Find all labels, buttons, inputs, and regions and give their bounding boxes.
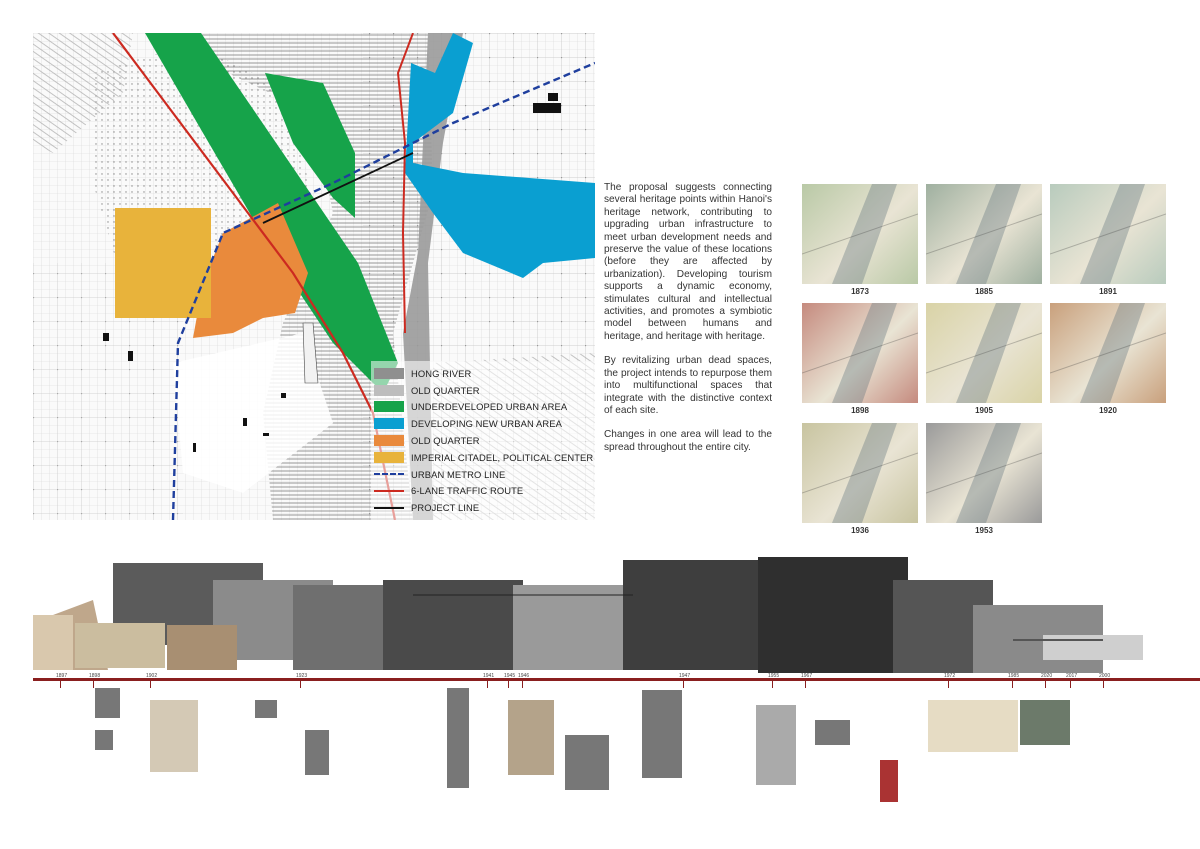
timeline-year: 2017 — [1066, 673, 1078, 679]
timeline-tick — [150, 681, 151, 688]
timeline-tick — [805, 681, 806, 688]
historic-map-1936 — [802, 423, 918, 523]
historic-map-year: 1898 — [851, 406, 869, 415]
legend-item — [374, 449, 595, 466]
proposal-paragraph-1: The proposal suggests connecting several heritage points within Hanoi's heritage network, contributing to upgrading urban infrastructure to meet urban development needs and preserve the value of these locations (before they are affected by urbanization). Developing tourism supports a dynamic economy, stimulates cultural and intellectual activities, and promotes a symbiotic model between humans and heritage, and heritage with heritage. — [604, 182, 772, 342]
timeline-year: 1945 — [504, 673, 516, 679]
timeline-tick — [1070, 681, 1071, 688]
timeline-photo — [1020, 700, 1070, 745]
legend-label: OLD QUARTER — [411, 384, 480, 396]
historic-map-1873 — [802, 184, 918, 284]
timeline-photo — [928, 700, 1018, 752]
timeline-photo — [95, 730, 113, 750]
timeline-year: 1955 — [768, 673, 780, 679]
timeline-photo — [95, 688, 120, 718]
legend-item — [374, 432, 595, 449]
timeline-photo — [642, 690, 682, 778]
historic-map-year: 1953 — [975, 526, 993, 535]
timeline-year: 1902 — [146, 673, 158, 679]
bridge-photo-collage — [33, 555, 1200, 673]
legend-item — [374, 365, 595, 382]
timeline-year: 1985 — [1008, 673, 1020, 679]
timeline-tick — [1045, 681, 1046, 688]
timeline-tick — [508, 681, 509, 688]
timeline-tick — [948, 681, 949, 688]
legend-label: OLD QUARTER — [411, 435, 480, 447]
legend-item — [374, 415, 595, 432]
timeline-year: 1967 — [801, 673, 813, 679]
legend-item — [374, 382, 595, 399]
timeline-year: 2020 — [1041, 673, 1053, 679]
legend-line-swatch — [374, 507, 404, 509]
timeline-photo — [880, 760, 898, 802]
timeline-tick — [300, 681, 301, 688]
timeline-photo — [305, 730, 329, 775]
timeline-photo — [150, 700, 198, 772]
historic-map-year: 1920 — [1099, 406, 1117, 415]
timeline-year: 1947 — [679, 673, 691, 679]
legend-label: IMPERIAL CITADEL, POLITICAL CENTER — [411, 451, 594, 463]
historic-map-year: 1936 — [851, 526, 869, 535]
timeline-photo — [756, 705, 796, 785]
timeline-tick — [522, 681, 523, 688]
timeline-year: 1946 — [518, 673, 530, 679]
timeline-year: 1898 — [89, 673, 101, 679]
historic-map-year: 1905 — [975, 406, 993, 415]
legend-item — [374, 499, 595, 516]
timeline-photo — [508, 700, 554, 775]
historic-map-1905 — [926, 303, 1042, 403]
legend-swatch — [374, 385, 404, 396]
timeline-photo — [447, 688, 469, 788]
legend-label: 6-LANE TRAFFIC ROUTE — [411, 485, 524, 497]
timeline-photo — [255, 700, 277, 718]
legend-line-swatch — [374, 490, 404, 492]
timeline-tick — [60, 681, 61, 688]
historic-map-year: 1873 — [851, 287, 869, 296]
map-legend — [374, 365, 595, 516]
timeline-year: 1897 — [56, 673, 68, 679]
legend-label: DEVELOPING NEW URBAN AREA — [411, 418, 562, 430]
historic-map-1891 — [1050, 184, 1166, 284]
timeline-photo — [565, 735, 609, 790]
legend-item — [374, 466, 595, 483]
timeline-year: 1972 — [944, 673, 956, 679]
legend-label: HONG RIVER — [411, 367, 472, 379]
legend-line-swatch — [374, 473, 404, 475]
timeline-year: 1941 — [483, 673, 495, 679]
legend-item — [374, 399, 595, 416]
timeline-tick — [772, 681, 773, 688]
legend-label: UNDERDEVELOPED URBAN AREA — [411, 401, 568, 413]
proposal-description — [604, 182, 772, 466]
timeline-axis — [33, 678, 1200, 681]
historic-map-1953 — [926, 423, 1042, 523]
legend-swatch — [374, 452, 404, 463]
proposal-paragraph-3: Changes in one area will lead to the spread throughout the entire city. — [604, 429, 772, 453]
proposal-paragraph-2: By revitalizing urban dead spaces, the project intends to repurpose them into multifunctional spaces that integrate with the distinctive context of each site. — [604, 355, 772, 416]
timeline-tick — [683, 681, 684, 688]
historic-map-1885 — [926, 184, 1042, 284]
timeline-year: 1923 — [296, 673, 308, 679]
timeline-photo — [815, 720, 850, 745]
legend-label: PROJECT LINE — [411, 502, 480, 514]
timeline-tick — [1103, 681, 1104, 688]
historic-map-1898 — [802, 303, 918, 403]
timeline-tick — [487, 681, 488, 688]
legend-swatch — [374, 435, 404, 446]
historic-map-1920 — [1050, 303, 1166, 403]
legend-swatch — [374, 401, 404, 412]
legend-swatch — [374, 418, 404, 429]
historic-map-year: 1891 — [1099, 287, 1117, 296]
timeline-tick — [1012, 681, 1013, 688]
legend-swatch — [374, 368, 404, 379]
historic-map-year: 1885 — [975, 287, 993, 296]
legend-item — [374, 483, 595, 500]
legend-label: URBAN METRO LINE — [411, 468, 506, 480]
timeline-year: 2000 — [1099, 673, 1111, 679]
timeline-tick — [93, 681, 94, 688]
